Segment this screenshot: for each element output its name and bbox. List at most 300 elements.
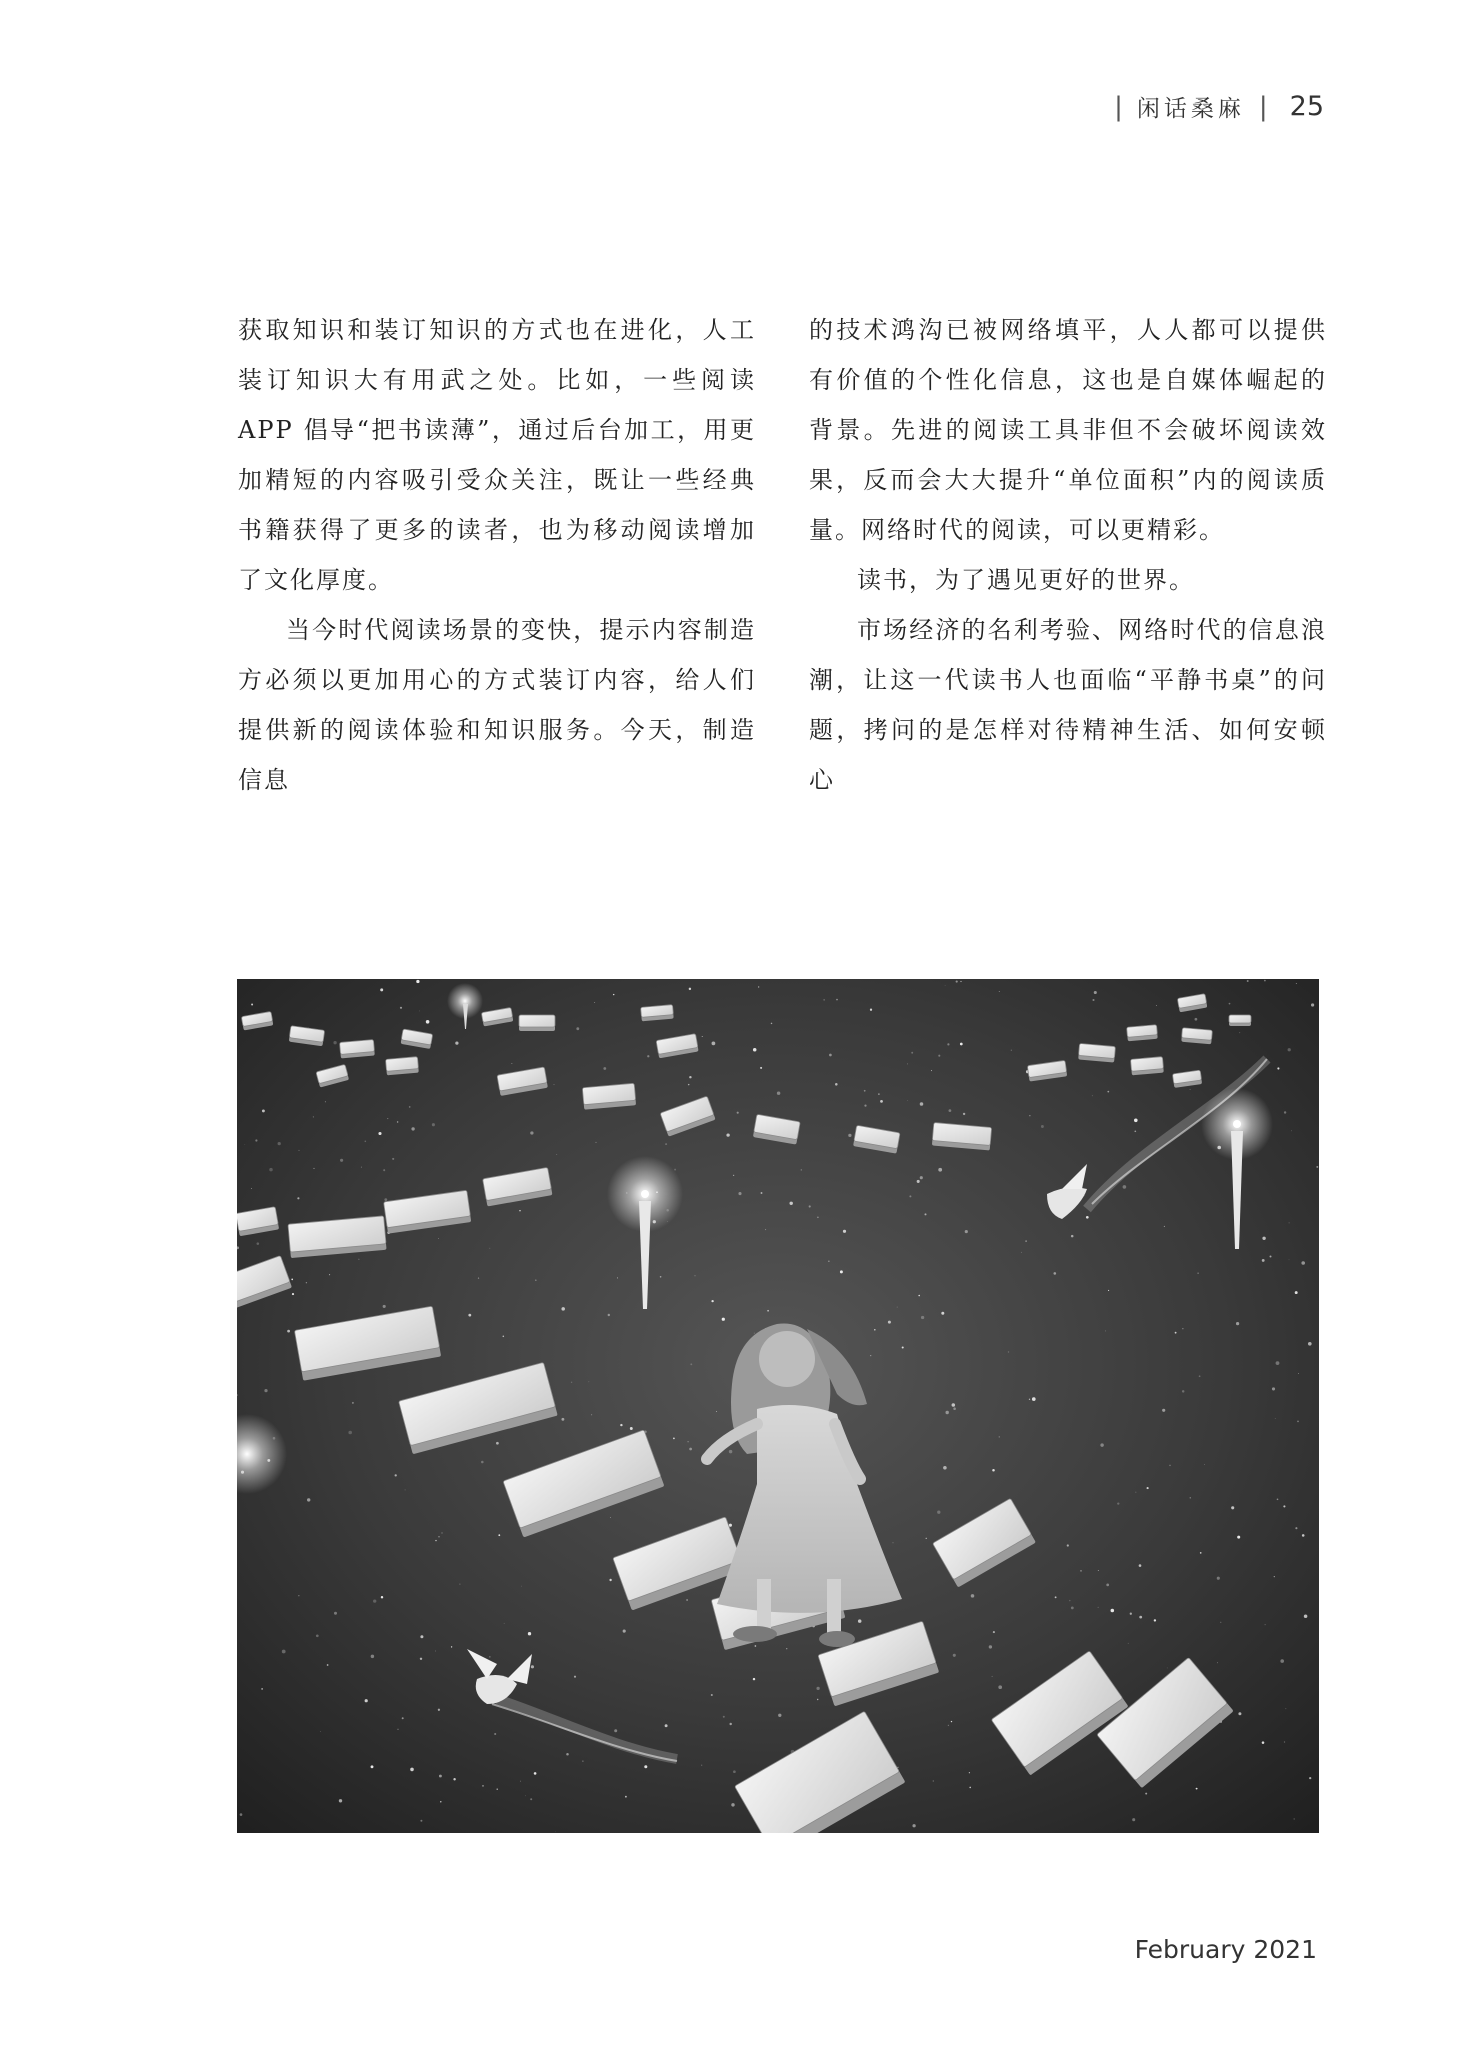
star [711, 1300, 713, 1302]
star [531, 1665, 534, 1668]
star [1108, 1290, 1109, 1291]
star [327, 1664, 329, 1666]
star [1262, 1259, 1265, 1262]
star [1262, 1237, 1265, 1240]
star [361, 1167, 362, 1168]
star [313, 1168, 314, 1169]
star [365, 1141, 367, 1143]
paragraph: 读书，为了遇见更好的世界。 [857, 566, 1195, 594]
star [949, 1109, 952, 1112]
star [907, 1100, 908, 1101]
star [836, 999, 838, 1001]
star [897, 1767, 898, 1768]
star [291, 1279, 293, 1281]
star [1147, 1487, 1149, 1489]
star [1204, 1464, 1205, 1465]
book [641, 1005, 674, 1022]
star [858, 1619, 862, 1623]
star [1008, 1351, 1009, 1352]
star [371, 1765, 374, 1768]
star [411, 1127, 414, 1130]
star [609, 1579, 611, 1581]
star [340, 1159, 343, 1162]
star [1080, 1570, 1081, 1571]
star [1011, 1050, 1012, 1051]
star [953, 1407, 956, 1410]
section-title: 闲话桑麻 [1136, 96, 1245, 122]
star [1195, 1018, 1198, 1021]
star [339, 1799, 342, 1802]
star [971, 1594, 975, 1598]
star [334, 1612, 337, 1615]
star [688, 1084, 689, 1085]
star [1055, 1596, 1057, 1598]
star [1105, 1330, 1106, 1331]
star [625, 1796, 627, 1798]
star [761, 1192, 763, 1194]
star [840, 1270, 843, 1273]
star [416, 980, 419, 983]
star [1098, 1607, 1099, 1608]
star [307, 1498, 310, 1501]
star [924, 1213, 926, 1215]
star [1272, 1387, 1275, 1390]
star [397, 1121, 398, 1122]
star [554, 1084, 555, 1085]
star [1276, 1361, 1280, 1365]
star [771, 1023, 773, 1025]
star [630, 1427, 633, 1430]
star [1304, 1615, 1308, 1619]
star [1270, 1256, 1272, 1258]
star [1029, 1399, 1030, 1400]
star [435, 1651, 436, 1652]
star [1098, 1570, 1099, 1571]
star [897, 1307, 898, 1308]
star [1286, 1709, 1287, 1710]
text-column-right [809, 305, 1327, 805]
star [591, 1414, 592, 1415]
star [1032, 1397, 1036, 1401]
star [298, 1595, 299, 1596]
star [937, 1511, 940, 1514]
star [1284, 1111, 1286, 1113]
star [731, 1803, 734, 1806]
star [409, 1106, 411, 1108]
star [329, 1274, 330, 1275]
star [325, 1101, 326, 1102]
star [1237, 1536, 1240, 1539]
star [497, 1789, 498, 1790]
star [574, 1676, 576, 1678]
star [1123, 1185, 1127, 1189]
star [880, 1100, 883, 1103]
star [1162, 1409, 1165, 1412]
star [918, 1295, 920, 1297]
star [378, 1132, 381, 1135]
star [1154, 1619, 1156, 1621]
star [665, 1143, 667, 1145]
star [468, 1314, 471, 1317]
star [373, 1599, 376, 1602]
star [1275, 1418, 1276, 1419]
book [1229, 1015, 1251, 1026]
star [617, 1277, 618, 1278]
book [1078, 1043, 1115, 1062]
star [297, 1197, 299, 1199]
star [269, 1168, 273, 1172]
star [426, 1020, 430, 1024]
book [519, 1015, 555, 1031]
star [419, 1010, 420, 1011]
star [358, 1259, 359, 1260]
star [1100, 1443, 1103, 1446]
star [1182, 1390, 1184, 1392]
star [1199, 1375, 1201, 1377]
star [498, 1534, 500, 1536]
star [1220, 1622, 1221, 1623]
star [1298, 1373, 1299, 1374]
running-header [1114, 90, 1324, 123]
star [534, 1772, 537, 1775]
star [843, 1230, 846, 1233]
star [874, 1329, 876, 1331]
star [1053, 1272, 1056, 1275]
star [451, 1646, 452, 1647]
star [938, 1168, 942, 1172]
star [596, 1142, 597, 1143]
star [941, 1312, 944, 1315]
paragraph: 当今时代阅读场景的变快，提示内容制造方必须以更加用心的方式装订内容，给人们提供新的阅读体验和知识服务。今天，制造信息 [238, 616, 756, 794]
star [459, 1583, 460, 1584]
star [888, 1321, 891, 1324]
book [340, 1040, 375, 1059]
star [969, 1772, 970, 1773]
star [610, 1517, 611, 1518]
star [926, 1538, 927, 1539]
star [733, 1175, 734, 1176]
star [1107, 1091, 1109, 1093]
star [1117, 1502, 1119, 1504]
star [999, 991, 1000, 992]
star [1092, 1095, 1093, 1096]
star [1071, 1606, 1074, 1609]
star [1238, 1712, 1241, 1715]
star [528, 1632, 531, 1635]
star [1295, 1527, 1297, 1529]
star [613, 994, 614, 995]
star [244, 1144, 245, 1145]
star [753, 1678, 755, 1680]
star [1297, 1421, 1299, 1423]
star [686, 1599, 688, 1601]
star [965, 1230, 968, 1233]
star [603, 1067, 606, 1070]
star [765, 1229, 766, 1230]
star [1071, 1235, 1074, 1238]
book [582, 1083, 636, 1109]
star [945, 1411, 948, 1414]
star [920, 1176, 923, 1179]
star [1067, 1544, 1069, 1546]
star [320, 1731, 321, 1732]
star [1197, 1273, 1198, 1274]
star [1301, 1261, 1305, 1265]
star [1289, 1222, 1290, 1223]
star [576, 1027, 579, 1030]
text-column-left [238, 305, 756, 805]
star [829, 1054, 832, 1057]
star [530, 1131, 533, 1134]
star [478, 1277, 479, 1278]
star [504, 1623, 505, 1624]
star [608, 1314, 610, 1316]
illustration [237, 979, 1319, 1833]
star [722, 1318, 725, 1321]
star [726, 1133, 729, 1136]
star [255, 1139, 257, 1141]
star [931, 1070, 932, 1071]
star [561, 1307, 565, 1311]
star [1156, 1005, 1157, 1006]
star [1139, 1564, 1142, 1567]
star [384, 1198, 387, 1201]
paragraph: 的技术鸿沟已被网络填平，人人都可以提供有价值的个性化信息，这也是自媒体崛起的背景。先进的阅读工具非但不会破坏阅读效果，反而会大大提升“单位面积”内的阅读质量。网络时代的阅读，可以更精彩。 [809, 316, 1327, 544]
star [1175, 1332, 1177, 1334]
star [1139, 1616, 1142, 1619]
star [909, 1195, 911, 1197]
book [1127, 1025, 1158, 1042]
star [992, 1676, 993, 1677]
star [278, 1142, 281, 1145]
star [733, 1770, 736, 1773]
star [438, 1709, 440, 1711]
star [848, 1134, 851, 1137]
star [777, 1091, 780, 1094]
star [1134, 1130, 1136, 1132]
star [623, 1630, 626, 1633]
star [1217, 1662, 1218, 1663]
star [387, 1118, 388, 1119]
star [1264, 980, 1266, 982]
star [933, 1781, 934, 1782]
star [647, 1055, 649, 1057]
paragraph: 获取知识和装订知识的方式也在进化，人工装订知识大有用武之处。比如，一些阅读 APP 倡导“把书读薄”，通过后台加工，用更加精短的内容吸引受众关注，既让一些经典书籍获得了更多的读者，也为移动阅读增加了文化厚度。 [238, 316, 756, 594]
star [525, 1795, 526, 1796]
star [737, 1112, 739, 1114]
book [1181, 1028, 1212, 1045]
star [365, 1699, 368, 1702]
star [956, 981, 958, 983]
star [489, 1248, 490, 1249]
star [998, 1685, 1002, 1689]
star [673, 1438, 675, 1440]
star [644, 1765, 647, 1768]
star [556, 1154, 557, 1155]
star [1309, 1777, 1311, 1779]
star [943, 1466, 947, 1470]
star [398, 1729, 399, 1730]
star [1308, 1342, 1312, 1346]
star [912, 1824, 915, 1827]
star [262, 1109, 265, 1112]
star [878, 1093, 879, 1094]
star [1086, 1216, 1089, 1219]
star [333, 1041, 336, 1044]
star [952, 1403, 956, 1407]
star [453, 1778, 455, 1780]
star [712, 1042, 716, 1046]
star [953, 1654, 956, 1657]
star [594, 1002, 595, 1003]
paragraph: 市场经济的名利考验、网络时代的信息浪潮，让这一代读书人也面临“平静书桌”的问题，拷问的是怎样对待精神生活、如何安顿心 [809, 616, 1327, 794]
star [969, 1787, 971, 1789]
star [1130, 1613, 1132, 1615]
star [566, 1753, 569, 1756]
star [689, 1448, 692, 1451]
star [383, 1305, 386, 1308]
star [489, 1656, 490, 1657]
header-divider: | [1114, 91, 1123, 122]
star [420, 1658, 422, 1660]
star [251, 1188, 252, 1189]
star [729, 1723, 731, 1725]
star [989, 1645, 992, 1648]
star [420, 1820, 422, 1822]
star [316, 1634, 319, 1637]
star [917, 1180, 920, 1183]
star [257, 1242, 260, 1245]
star [689, 1076, 691, 1078]
star [519, 1210, 520, 1211]
star [690, 1363, 692, 1365]
star [440, 1801, 441, 1802]
star [729, 1450, 732, 1453]
star [352, 1402, 354, 1404]
star [438, 1536, 439, 1537]
star [767, 1310, 769, 1312]
star [687, 1441, 688, 1442]
star [405, 1489, 406, 1490]
star [723, 1716, 725, 1718]
star [1295, 1291, 1298, 1294]
star [993, 1631, 995, 1633]
star [383, 1169, 385, 1171]
star [1128, 1643, 1129, 1644]
star [1293, 1818, 1294, 1819]
star [911, 1052, 913, 1054]
star [1217, 1577, 1220, 1580]
star [960, 1043, 963, 1046]
star [1069, 1600, 1070, 1601]
star [1229, 1003, 1231, 1005]
star [395, 1474, 397, 1476]
star [999, 1436, 1000, 1437]
star [864, 1090, 866, 1092]
star [282, 1650, 286, 1654]
star [1190, 1089, 1191, 1090]
star [665, 1724, 668, 1727]
star [778, 1714, 781, 1717]
star [1262, 1741, 1265, 1744]
star [945, 985, 946, 986]
star [1284, 1741, 1285, 1742]
star [1239, 1032, 1240, 1033]
star [1289, 1259, 1290, 1260]
star [1190, 1497, 1191, 1498]
star [1169, 1465, 1171, 1467]
star [947, 1043, 949, 1045]
star [1132, 1818, 1135, 1821]
star [298, 1150, 299, 1151]
star [902, 1346, 904, 1348]
star [828, 1261, 829, 1262]
star [660, 1276, 662, 1278]
star [817, 1699, 818, 1700]
star [1265, 1624, 1266, 1625]
star [439, 1775, 442, 1778]
star [1302, 1534, 1305, 1537]
star [992, 1469, 995, 1472]
star [420, 1635, 423, 1638]
star [1025, 1240, 1027, 1242]
star [1182, 1328, 1183, 1329]
star [1277, 1498, 1279, 1500]
star [261, 1688, 263, 1690]
star [582, 1760, 583, 1761]
star [1136, 1492, 1137, 1493]
star [1196, 1788, 1198, 1790]
star [371, 1655, 374, 1658]
star [864, 1105, 866, 1107]
star [960, 981, 961, 982]
star [870, 1355, 871, 1356]
star [786, 1648, 787, 1649]
star [711, 1694, 713, 1696]
star [571, 1382, 572, 1383]
header-divider: | [1258, 91, 1268, 122]
star [1200, 1552, 1202, 1554]
book [1131, 1057, 1164, 1076]
star [1296, 983, 1297, 984]
star [455, 1041, 458, 1044]
star [620, 1424, 622, 1426]
illustration-artwork [237, 979, 1319, 1833]
star [348, 1431, 352, 1435]
star [1134, 1119, 1138, 1123]
star [1247, 980, 1249, 982]
star [1021, 1252, 1022, 1253]
star [287, 1330, 290, 1333]
issue-date: February 2021 [1134, 1935, 1317, 1964]
star [1280, 1659, 1284, 1663]
star [1041, 1125, 1044, 1128]
star [1106, 1584, 1109, 1587]
star [441, 1532, 442, 1533]
star [482, 1785, 484, 1787]
star [920, 1102, 924, 1106]
star [494, 1733, 496, 1735]
star [535, 1279, 537, 1281]
star [754, 1333, 755, 1334]
star [948, 1725, 949, 1726]
star [963, 1113, 965, 1115]
star [760, 1067, 762, 1069]
star [702, 1036, 703, 1037]
star [907, 1063, 908, 1064]
star [264, 1389, 267, 1392]
star [306, 1282, 307, 1283]
